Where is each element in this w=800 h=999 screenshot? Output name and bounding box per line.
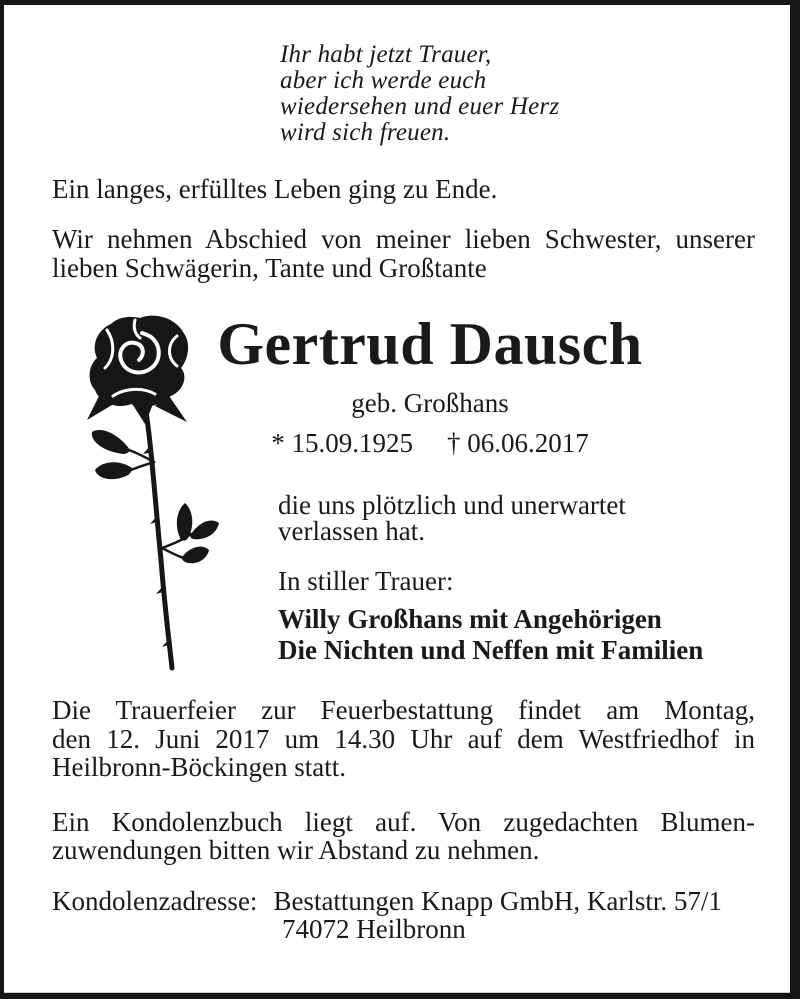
mourner-line: Die Nichten und Neffen mit Familien [278,635,704,665]
intro-line: Ein langes, erfülltes Leben ging zu Ende. [52,174,498,204]
condolence-address [52,887,762,943]
epigraph-verse [280,42,559,146]
farewell-paragraph [52,225,755,283]
birth-date: * 15.09.1925 [271,428,413,458]
mourner-line: Willy Großhans mit Angehörigen [278,604,662,634]
deceased-name: Gertrud Dausch [217,311,643,377]
frame-edge-line-top [4,0,790,1]
frame-edge-line-bottom [4,992,790,993]
farewell-line: lieben Schwägerin, Tante und Großtante [52,253,487,283]
mourning-label: In stiller Trauer: [278,566,454,596]
condolence-book-paragraph [52,808,755,864]
funeral-line: Heilbronn-Böckingen statt. [52,752,346,782]
mourners-list [278,604,703,666]
epigraph-line: wird sich freuen. [280,119,451,146]
condolence-address-city: 74072 Heilbronn [282,914,466,944]
epigraph-line: wiedersehen und euer Herz [280,93,560,120]
deceased-block [200,313,660,457]
farewell-line: Wir nehmen Abschied von meiner lieben Schwester, unserer [52,224,755,254]
death-date: † 06.06.2017 [447,428,589,458]
condolence-address-label: Kondolenzadresse: [52,886,258,916]
epigraph-line: aber ich werde euch [280,67,487,94]
funeral-paragraph [52,696,755,782]
circumstance-line: verlassen hat. [278,516,425,546]
circumstance-paragraph [278,492,626,544]
funeral-line: den 12. Juni 2017 um 14.30 Uhr auf dem Westfriedhof in [52,723,755,754]
circumstance-line: die uns plötzlich und unerwartet [278,490,626,520]
condolence-book-line: Ein Kondolenzbuch liegt auf. Von zugedachten Blumen- [52,807,755,837]
epigraph-line: Ihr habt jetzt Trauer, [280,41,492,68]
maiden-name: geb. Großhans [351,388,509,418]
funeral-line: Die Trauerfeier zur Feuerbestattung findet am Montag, [52,695,755,725]
condolence-book-line: zuwendungen bitten wir Abstand zu nehmen. [52,835,540,865]
condolence-address-line: Bestattungen Knapp GmbH, Karlstr. 57/1 [273,886,722,916]
life-dates [200,429,660,457]
